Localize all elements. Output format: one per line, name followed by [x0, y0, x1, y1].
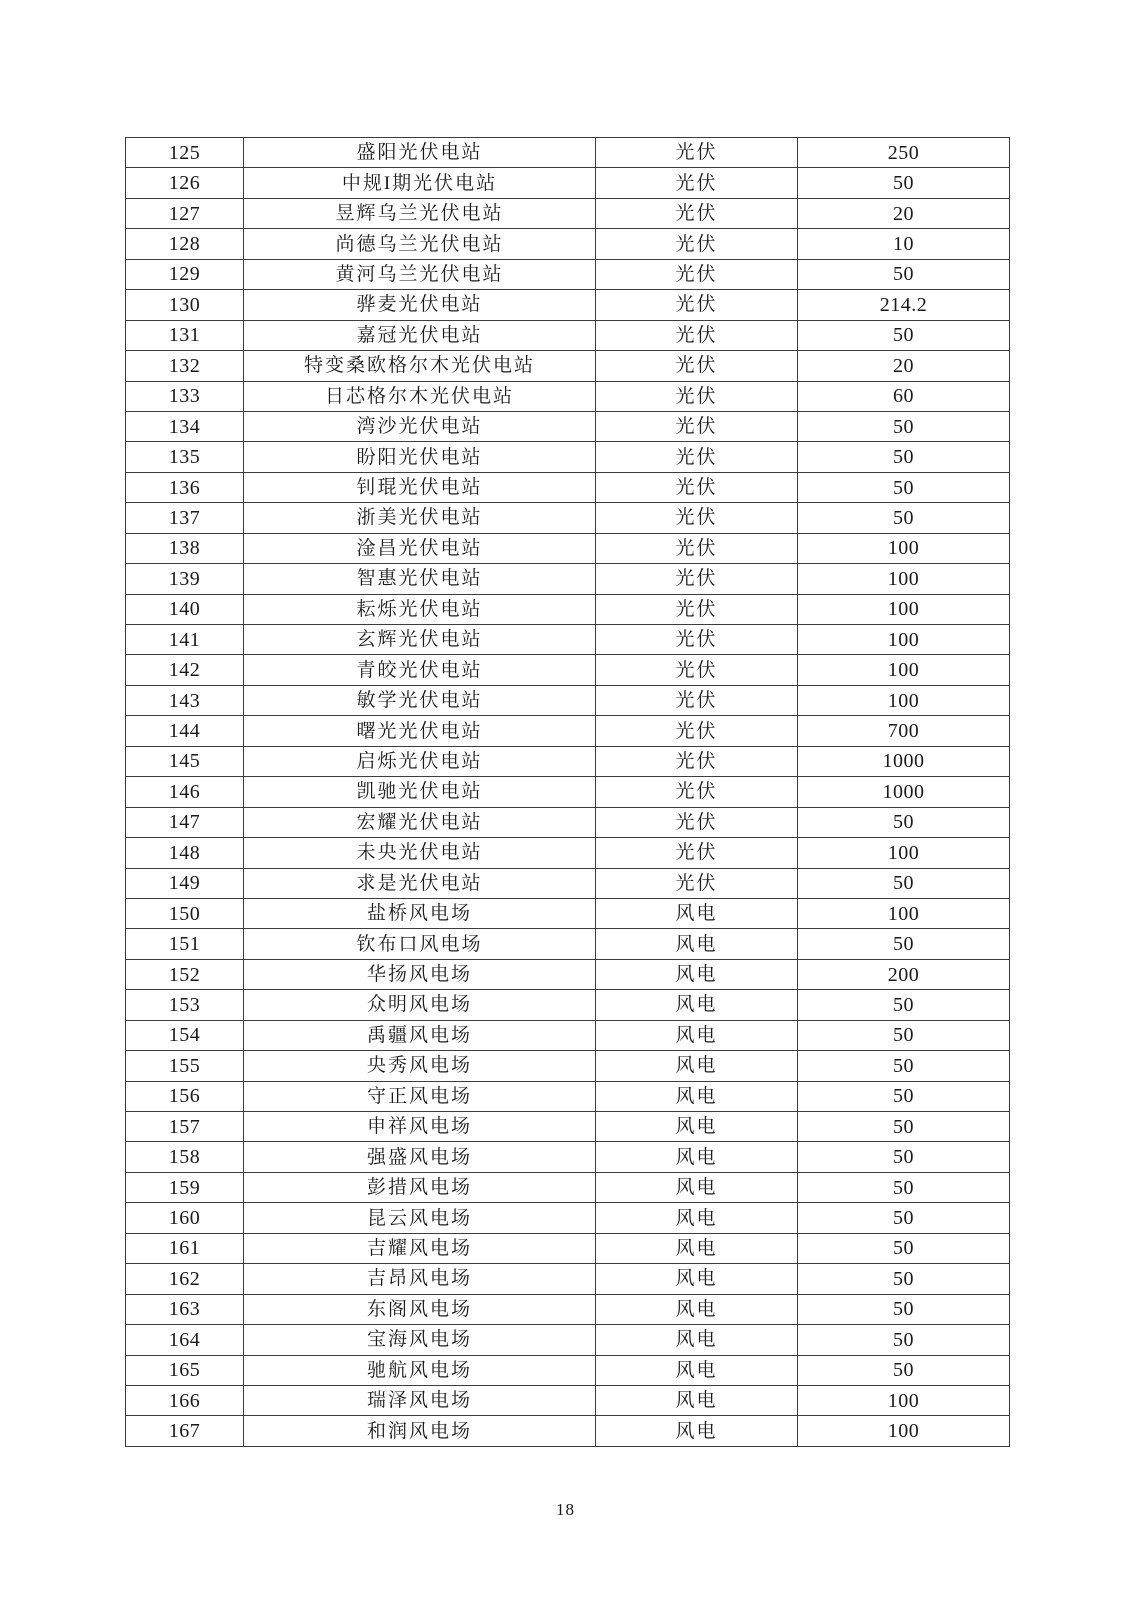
cell-capacity: 100 [798, 564, 1010, 594]
cell-station-name: 强盛风电场 [244, 1142, 596, 1172]
table-row [126, 168, 1010, 198]
cell-energy-type: 光伏 [596, 564, 798, 594]
cell-row-number: 165 [126, 1355, 244, 1385]
cell-capacity: 50 [798, 807, 1010, 837]
cell-row-number: 142 [126, 655, 244, 685]
cell-capacity: 20 [798, 198, 1010, 228]
cell-energy-type: 光伏 [596, 716, 798, 746]
cell-capacity: 50 [798, 411, 1010, 441]
cell-row-number: 155 [126, 1051, 244, 1081]
station-table-body [126, 138, 1010, 1447]
cell-energy-type: 风电 [596, 1325, 798, 1355]
page-number: 18 [556, 1500, 575, 1519]
cell-station-name: 淦昌光伏电站 [244, 533, 596, 563]
table-row [126, 1325, 1010, 1355]
cell-row-number: 134 [126, 411, 244, 441]
cell-energy-type: 风电 [596, 959, 798, 989]
cell-row-number: 129 [126, 259, 244, 289]
cell-capacity: 50 [798, 1203, 1010, 1233]
cell-station-name: 曙光光伏电站 [244, 716, 596, 746]
cell-capacity: 50 [798, 1020, 1010, 1050]
cell-station-name: 众明风电场 [244, 990, 596, 1020]
table-row [126, 1203, 1010, 1233]
cell-row-number: 159 [126, 1172, 244, 1202]
cell-capacity: 250 [798, 138, 1010, 168]
cell-station-name: 特变桑欧格尔木光伏电站 [244, 351, 596, 381]
cell-energy-type: 光伏 [596, 655, 798, 685]
cell-capacity: 50 [798, 472, 1010, 502]
cell-station-name: 驰航风电场 [244, 1355, 596, 1385]
table-row [126, 868, 1010, 898]
cell-row-number: 161 [126, 1233, 244, 1263]
cell-station-name: 尚德乌兰光伏电站 [244, 229, 596, 259]
cell-energy-type: 光伏 [596, 442, 798, 472]
cell-capacity: 50 [798, 990, 1010, 1020]
cell-station-name: 钦布口风电场 [244, 929, 596, 959]
cell-capacity: 50 [798, 1051, 1010, 1081]
cell-energy-type: 光伏 [596, 838, 798, 868]
cell-energy-type: 光伏 [596, 503, 798, 533]
cell-station-name: 凯驰光伏电站 [244, 777, 596, 807]
table-row [126, 655, 1010, 685]
cell-row-number: 149 [126, 868, 244, 898]
cell-row-number: 127 [126, 198, 244, 228]
table-row [126, 411, 1010, 441]
table-row [126, 1355, 1010, 1385]
cell-capacity: 50 [798, 1294, 1010, 1324]
table-row [126, 442, 1010, 472]
cell-energy-type: 光伏 [596, 807, 798, 837]
cell-capacity: 50 [798, 1264, 1010, 1294]
cell-row-number: 131 [126, 320, 244, 350]
cell-capacity: 1000 [798, 746, 1010, 776]
cell-energy-type: 光伏 [596, 138, 798, 168]
table-row [126, 472, 1010, 502]
table-row [126, 290, 1010, 320]
cell-station-name: 吉耀风电场 [244, 1233, 596, 1263]
cell-energy-type: 光伏 [596, 625, 798, 655]
cell-energy-type: 光伏 [596, 351, 798, 381]
table-row [126, 1294, 1010, 1324]
table-row [126, 959, 1010, 989]
cell-capacity: 100 [798, 1385, 1010, 1415]
cell-row-number: 126 [126, 168, 244, 198]
table-row [126, 351, 1010, 381]
cell-row-number: 144 [126, 716, 244, 746]
cell-capacity: 50 [798, 1081, 1010, 1111]
cell-row-number: 166 [126, 1385, 244, 1415]
cell-capacity: 100 [798, 838, 1010, 868]
cell-row-number: 157 [126, 1112, 244, 1142]
cell-capacity: 50 [798, 868, 1010, 898]
cell-energy-type: 光伏 [596, 685, 798, 715]
cell-energy-type: 风电 [596, 1142, 798, 1172]
cell-station-name: 宝海风电场 [244, 1325, 596, 1355]
cell-station-name: 彭措风电场 [244, 1172, 596, 1202]
cell-energy-type: 光伏 [596, 168, 798, 198]
cell-energy-type: 风电 [596, 1020, 798, 1050]
cell-row-number: 140 [126, 594, 244, 624]
cell-station-name: 嘉冠光伏电站 [244, 320, 596, 350]
cell-row-number: 152 [126, 959, 244, 989]
cell-station-name: 求是光伏电站 [244, 868, 596, 898]
cell-station-name: 耘烁光伏电站 [244, 594, 596, 624]
cell-capacity: 50 [798, 168, 1010, 198]
table-row [126, 564, 1010, 594]
table-row [126, 1172, 1010, 1202]
cell-station-name: 瑞泽风电场 [244, 1385, 596, 1415]
cell-station-name: 华扬风电场 [244, 959, 596, 989]
cell-row-number: 160 [126, 1203, 244, 1233]
cell-station-name: 未央光伏电站 [244, 838, 596, 868]
cell-station-name: 昱辉乌兰光伏电站 [244, 198, 596, 228]
table-row [126, 533, 1010, 563]
cell-station-name: 禹疆风电场 [244, 1020, 596, 1050]
cell-energy-type: 光伏 [596, 320, 798, 350]
cell-station-name: 东阁风电场 [244, 1294, 596, 1324]
cell-capacity: 200 [798, 959, 1010, 989]
cell-row-number: 164 [126, 1325, 244, 1355]
table-row [126, 1233, 1010, 1263]
cell-station-name: 盼阳光伏电站 [244, 442, 596, 472]
table-row [126, 807, 1010, 837]
cell-energy-type: 光伏 [596, 381, 798, 411]
table-row [126, 320, 1010, 350]
cell-row-number: 125 [126, 138, 244, 168]
cell-station-name: 浙美光伏电站 [244, 503, 596, 533]
cell-row-number: 148 [126, 838, 244, 868]
cell-row-number: 158 [126, 1142, 244, 1172]
cell-capacity: 100 [798, 1416, 1010, 1447]
cell-energy-type: 风电 [596, 929, 798, 959]
cell-capacity: 100 [798, 685, 1010, 715]
cell-row-number: 147 [126, 807, 244, 837]
cell-capacity: 50 [798, 442, 1010, 472]
table-row [126, 777, 1010, 807]
cell-capacity: 50 [798, 1233, 1010, 1263]
cell-row-number: 143 [126, 685, 244, 715]
cell-row-number: 150 [126, 898, 244, 928]
table-row [126, 685, 1010, 715]
cell-station-name: 黄河乌兰光伏电站 [244, 259, 596, 289]
cell-capacity: 1000 [798, 777, 1010, 807]
cell-energy-type: 光伏 [596, 746, 798, 776]
table-row [126, 1416, 1010, 1447]
cell-row-number: 139 [126, 564, 244, 594]
cell-capacity: 100 [798, 625, 1010, 655]
cell-row-number: 141 [126, 625, 244, 655]
cell-energy-type: 光伏 [596, 229, 798, 259]
cell-station-name: 中规I期光伏电站 [244, 168, 596, 198]
cell-row-number: 130 [126, 290, 244, 320]
cell-energy-type: 光伏 [596, 868, 798, 898]
station-table [125, 137, 1010, 1447]
cell-station-name: 青皎光伏电站 [244, 655, 596, 685]
cell-energy-type: 风电 [596, 1233, 798, 1263]
cell-capacity: 50 [798, 259, 1010, 289]
cell-capacity: 50 [798, 929, 1010, 959]
cell-station-name: 智惠光伏电站 [244, 564, 596, 594]
cell-row-number: 136 [126, 472, 244, 502]
cell-station-name: 宏耀光伏电站 [244, 807, 596, 837]
cell-station-name: 钊琨光伏电站 [244, 472, 596, 502]
cell-energy-type: 风电 [596, 898, 798, 928]
table-row [126, 503, 1010, 533]
cell-station-name: 央秀风电场 [244, 1051, 596, 1081]
cell-row-number: 135 [126, 442, 244, 472]
cell-energy-type: 光伏 [596, 777, 798, 807]
cell-capacity: 700 [798, 716, 1010, 746]
table-row [126, 1081, 1010, 1111]
table-row [126, 990, 1010, 1020]
cell-station-name: 骅麦光伏电站 [244, 290, 596, 320]
cell-station-name: 昆云风电场 [244, 1203, 596, 1233]
cell-station-name: 敏学光伏电站 [244, 685, 596, 715]
cell-row-number: 153 [126, 990, 244, 1020]
table-row [126, 381, 1010, 411]
cell-station-name: 启烁光伏电站 [244, 746, 596, 776]
cell-station-name: 守正风电场 [244, 1081, 596, 1111]
cell-energy-type: 风电 [596, 1112, 798, 1142]
cell-energy-type: 风电 [596, 1416, 798, 1447]
cell-capacity: 50 [798, 1325, 1010, 1355]
cell-capacity: 50 [798, 1112, 1010, 1142]
cell-capacity: 50 [798, 320, 1010, 350]
cell-energy-type: 风电 [596, 1294, 798, 1324]
table-row [126, 1112, 1010, 1142]
cell-capacity: 20 [798, 351, 1010, 381]
cell-row-number: 138 [126, 533, 244, 563]
cell-energy-type: 风电 [596, 1172, 798, 1202]
cell-energy-type: 风电 [596, 1203, 798, 1233]
cell-row-number: 133 [126, 381, 244, 411]
table-row [126, 625, 1010, 655]
cell-capacity: 50 [798, 1172, 1010, 1202]
cell-row-number: 156 [126, 1081, 244, 1111]
cell-energy-type: 光伏 [596, 198, 798, 228]
cell-energy-type: 光伏 [596, 472, 798, 502]
table-row [126, 1142, 1010, 1172]
table-row [126, 1051, 1010, 1081]
table-row [126, 716, 1010, 746]
table-row [126, 1264, 1010, 1294]
table-row [126, 746, 1010, 776]
table-row [126, 1385, 1010, 1415]
table-row [126, 838, 1010, 868]
cell-row-number: 137 [126, 503, 244, 533]
cell-capacity: 50 [798, 503, 1010, 533]
cell-station-name: 湾沙光伏电站 [244, 411, 596, 441]
table-row [126, 898, 1010, 928]
cell-row-number: 151 [126, 929, 244, 959]
cell-row-number: 162 [126, 1264, 244, 1294]
table-row [126, 138, 1010, 168]
station-table-container [125, 137, 1009, 1447]
cell-capacity: 214.2 [798, 290, 1010, 320]
cell-row-number: 146 [126, 777, 244, 807]
cell-energy-type: 风电 [596, 1081, 798, 1111]
cell-energy-type: 光伏 [596, 259, 798, 289]
cell-energy-type: 风电 [596, 1051, 798, 1081]
cell-capacity: 100 [798, 533, 1010, 563]
cell-row-number: 163 [126, 1294, 244, 1324]
cell-station-name: 吉昂风电场 [244, 1264, 596, 1294]
table-row [126, 259, 1010, 289]
cell-energy-type: 光伏 [596, 533, 798, 563]
cell-capacity: 50 [798, 1142, 1010, 1172]
cell-capacity: 100 [798, 655, 1010, 685]
cell-row-number: 132 [126, 351, 244, 381]
cell-energy-type: 风电 [596, 990, 798, 1020]
cell-station-name: 和润风电场 [244, 1416, 596, 1447]
cell-energy-type: 风电 [596, 1385, 798, 1415]
cell-energy-type: 光伏 [596, 290, 798, 320]
cell-station-name: 日芯格尔木光伏电站 [244, 381, 596, 411]
cell-station-name: 盐桥风电场 [244, 898, 596, 928]
table-row [126, 198, 1010, 228]
table-row [126, 594, 1010, 624]
table-row [126, 1020, 1010, 1050]
cell-row-number: 145 [126, 746, 244, 776]
cell-station-name: 玄辉光伏电站 [244, 625, 596, 655]
cell-energy-type: 风电 [596, 1264, 798, 1294]
table-row [126, 929, 1010, 959]
cell-capacity: 100 [798, 594, 1010, 624]
cell-capacity: 60 [798, 381, 1010, 411]
cell-row-number: 167 [126, 1416, 244, 1447]
cell-row-number: 128 [126, 229, 244, 259]
table-row [126, 229, 1010, 259]
cell-station-name: 申祥风电场 [244, 1112, 596, 1142]
cell-capacity: 100 [798, 898, 1010, 928]
cell-station-name: 盛阳光伏电站 [244, 138, 596, 168]
cell-capacity: 10 [798, 229, 1010, 259]
cell-energy-type: 光伏 [596, 411, 798, 441]
cell-energy-type: 风电 [596, 1355, 798, 1385]
cell-energy-type: 光伏 [596, 594, 798, 624]
cell-row-number: 154 [126, 1020, 244, 1050]
cell-capacity: 50 [798, 1355, 1010, 1385]
